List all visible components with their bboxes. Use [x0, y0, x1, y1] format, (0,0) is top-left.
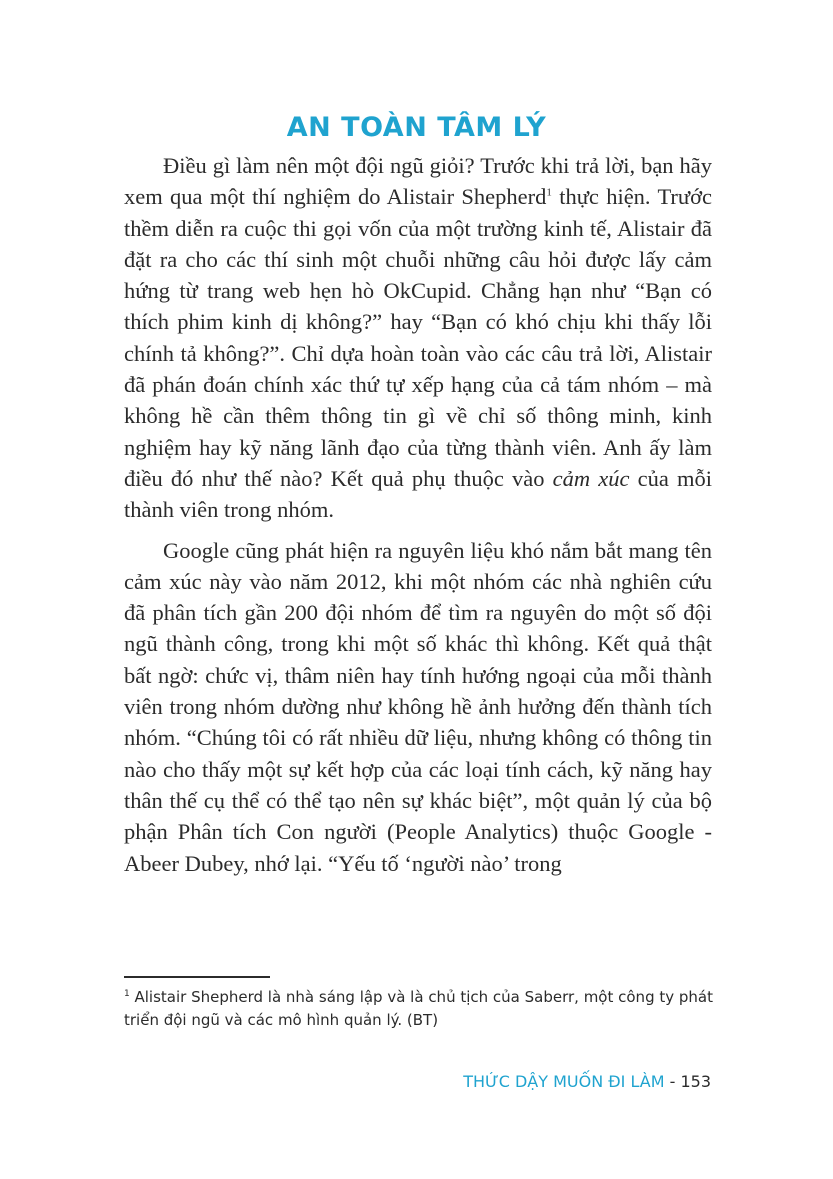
section-heading: AN TOÀN TÂM LÝ [286, 112, 547, 143]
paragraph-2: Google cũng phát hiện ra nguyên liệu khó nắm bắt mang tên cảm xúc này vào năm 2012, khi một nhóm các nhà nghiên cứu đã phân tích gần 200 đội nhóm để tìm ra nguyên do một số đội ngũ thành công, trong khi một số khác thì không. Kết quả thật bất ngờ: chức vị, thâm niên hay tính hướng ngoại của mỗi thành viên trong nhóm dường như không hề ảnh hưởng đến thành tích nhóm. “Chúng tôi có rất nhiều dữ liệu, nhưng không có thông tin nào cho thấy một sự kết hợp của các loại tính cách, kỹ năng hay thân thế cụ thể có thể tạo nên sự khác biệt”, một quản lý của bộ phận Phân tích Con người (People Analytics) thuộc Google - Abeer Dubey, nhớ lại. “Yếu tố ‘người nào’ trong [124, 537, 712, 876]
footnote-divider [124, 976, 270, 978]
emphasized-term: cảm xúc [552, 465, 630, 491]
running-footer [463, 1072, 711, 1091]
book-title: THỨC DẬY MUỐN ĐI LÀM [463, 1072, 665, 1091]
footnote-reference[interactable]: 1 [546, 186, 552, 199]
footnote [124, 986, 714, 1032]
footnote-text: Alistair Shepherd là nhà sáng lập và là chủ tịch của Saberr, một công ty phát triển đội ngũ và các mô hình quản lý. (BT) [124, 988, 713, 1029]
paragraph-1-end: của mỗi thành viên trong nhóm. [124, 465, 712, 523]
footnote-marker: 1 [124, 989, 130, 999]
footer-separator: - [664, 1072, 681, 1091]
paragraph-1-start: Điều gì làm nên một đội ngũ giỏi? Trước khi trả lời, bạn hãy xem qua một thí nghiệm do Alistair Shepherd [124, 153, 712, 210]
page-number: 153 [680, 1072, 711, 1091]
body-text [124, 150, 712, 888]
paragraph-1-middle: thực hiện. Trước thềm diễn ra cuộc thi gọi vốn của một trường kinh tế, Alistair đã đặt ra cho các thí sinh một chuỗi những câu hỏi được lấy cảm hứng từ trang web hẹn hò OkCupid. Chẳng hạn như “Bạn có thích phim kinh dị không?” hay “Bạn có khó chịu khi thấy lỗi chính tả không?”. Chỉ dựa hoàn toàn vào các câu trả lời, Alistair đã phán đoán chính xác thứ tự xếp hạng của cả tám nhóm – mà không hề cần thêm thông tin gì về chỉ số thông minh, kinh nghiệm hay kỹ năng lãnh đạo của từng thành viên. Anh ấy làm điều đó như thế nào? Kết quả phụ thuộc vào [124, 184, 712, 491]
paragraph-1 [124, 150, 712, 526]
